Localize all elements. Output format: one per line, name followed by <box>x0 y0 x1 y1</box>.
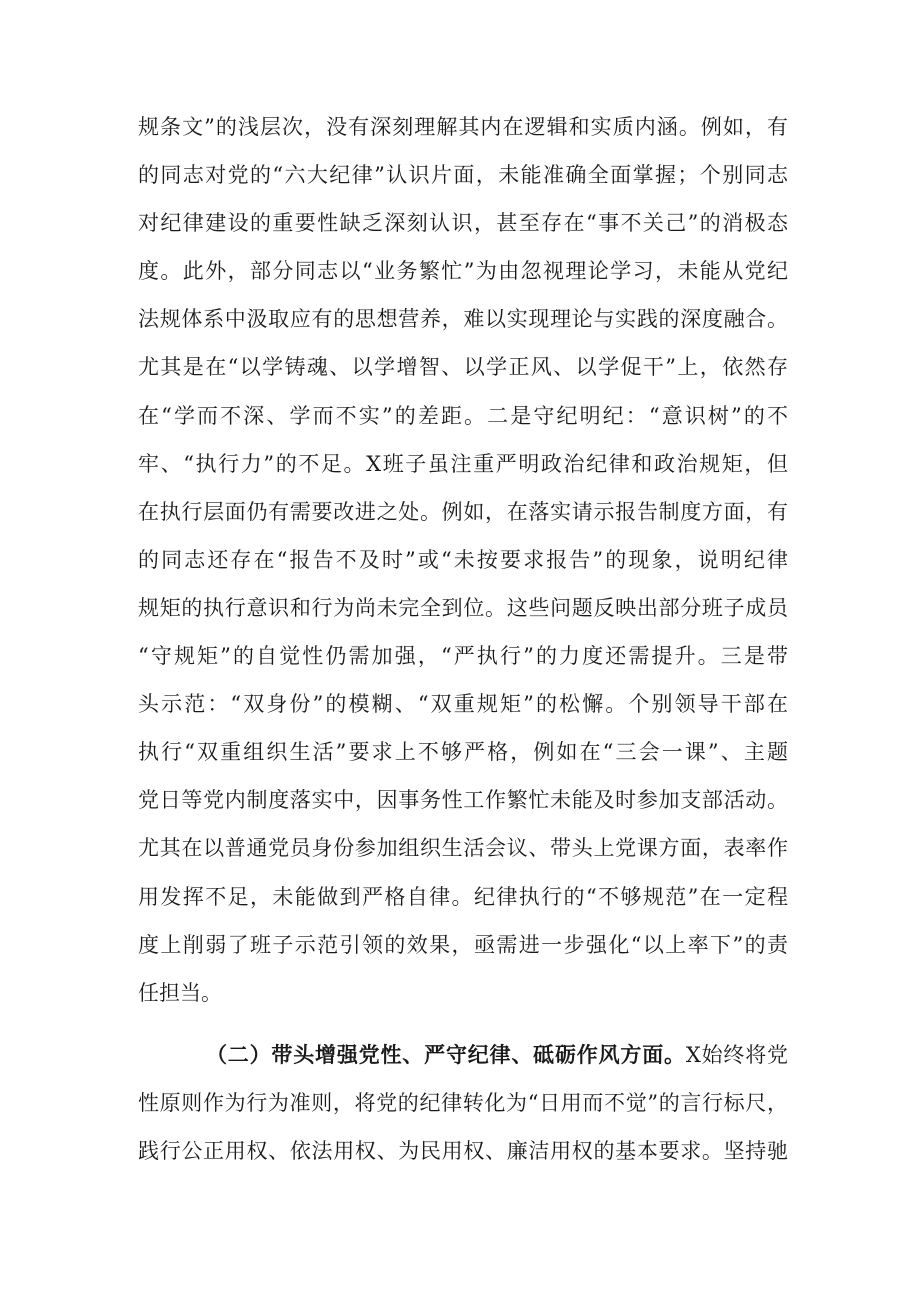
text-line: 执行“双重组织生活”要求上不够严格，例如在“三会一课”、主题 <box>138 740 788 765</box>
text-line: 度上削弱了班子示范引领的效果，亟需进一步强化“以上率下”的责 <box>138 932 788 957</box>
text-line: 践行公正用权、依法用权、为民用权、廉洁用权的基本要求。坚持驰 <box>138 1138 788 1163</box>
text-line: 尤其是在“以学铸魂、以学增智、以学正风、以学促干”上，依然存 <box>138 355 788 380</box>
paragraph-2 <box>138 1031 788 1175</box>
text-line: 头示范：“双身份”的模糊、“双重规矩”的松懈。个别领导干部在 <box>138 692 788 717</box>
heading-line-rest: X始终将党 <box>685 1042 789 1067</box>
text-line: 任担当。 <box>138 980 222 1005</box>
text-line: 规条文”的浅层次，没有深刻理解其内在逻辑和实质内涵。例如，有 <box>138 115 788 139</box>
text-line: 在“学而不深、学而不实”的差距。二是守纪明纪：“意识树”的不 <box>138 403 788 428</box>
section-heading-line <box>138 1031 788 1079</box>
document-body <box>138 103 788 1175</box>
text-line: 规矩的执行意识和行为尚未完全到位。这些问题反映出部分班子成员 <box>138 595 788 620</box>
text-line: 的同志还存在“报告不及时”或“未按要求报告”的现象，说明纪律 <box>138 547 788 572</box>
text-line: “守规矩”的自觉性仍需加强，“严执行”的力度还需提升。三是带 <box>138 644 788 669</box>
text-line: 法规体系中汲取应有的思想营养，难以实现理论与实践的深度融合。 <box>138 307 788 332</box>
text-line: 党日等党内制度落实中，因事务性工作繁忙未能及时参加支部活动。 <box>138 788 788 813</box>
paragraph-1 <box>138 103 788 1017</box>
text-line: 对纪律建设的重要性缺乏深刻认识，甚至存在“事不关己”的消极态 <box>138 211 788 236</box>
text-line: 用发挥不足，未能做到严格自律。纪律执行的“不够规范”在一定程 <box>138 884 788 909</box>
section-heading: （二）带头增强党性、严守纪律、砥砺作风方面。 <box>206 1042 686 1067</box>
text-line: 牢、“执行力”的不足。X班子虽注重严明政治纪律和政治规矩，但 <box>138 451 788 476</box>
text-line: 性原则作为行为准则，将党的纪律转化为“日用而不觉”的言行标尺， <box>138 1090 788 1115</box>
text-line: 的同志对党的“六大纪律”认识片面，未能准确全面掌握；个别同志 <box>138 163 788 188</box>
text-line: 尤其在以普通党员身份参加组织生活会议、带头上党课方面，表率作 <box>138 836 788 861</box>
text-line: 在执行层面仍有需要改进之处。例如，在落实请示报告制度方面，有 <box>138 499 788 524</box>
text-line: 度。此外，部分同志以“业务繁忙”为由忽视理论学习，未能从党纪 <box>138 259 788 284</box>
